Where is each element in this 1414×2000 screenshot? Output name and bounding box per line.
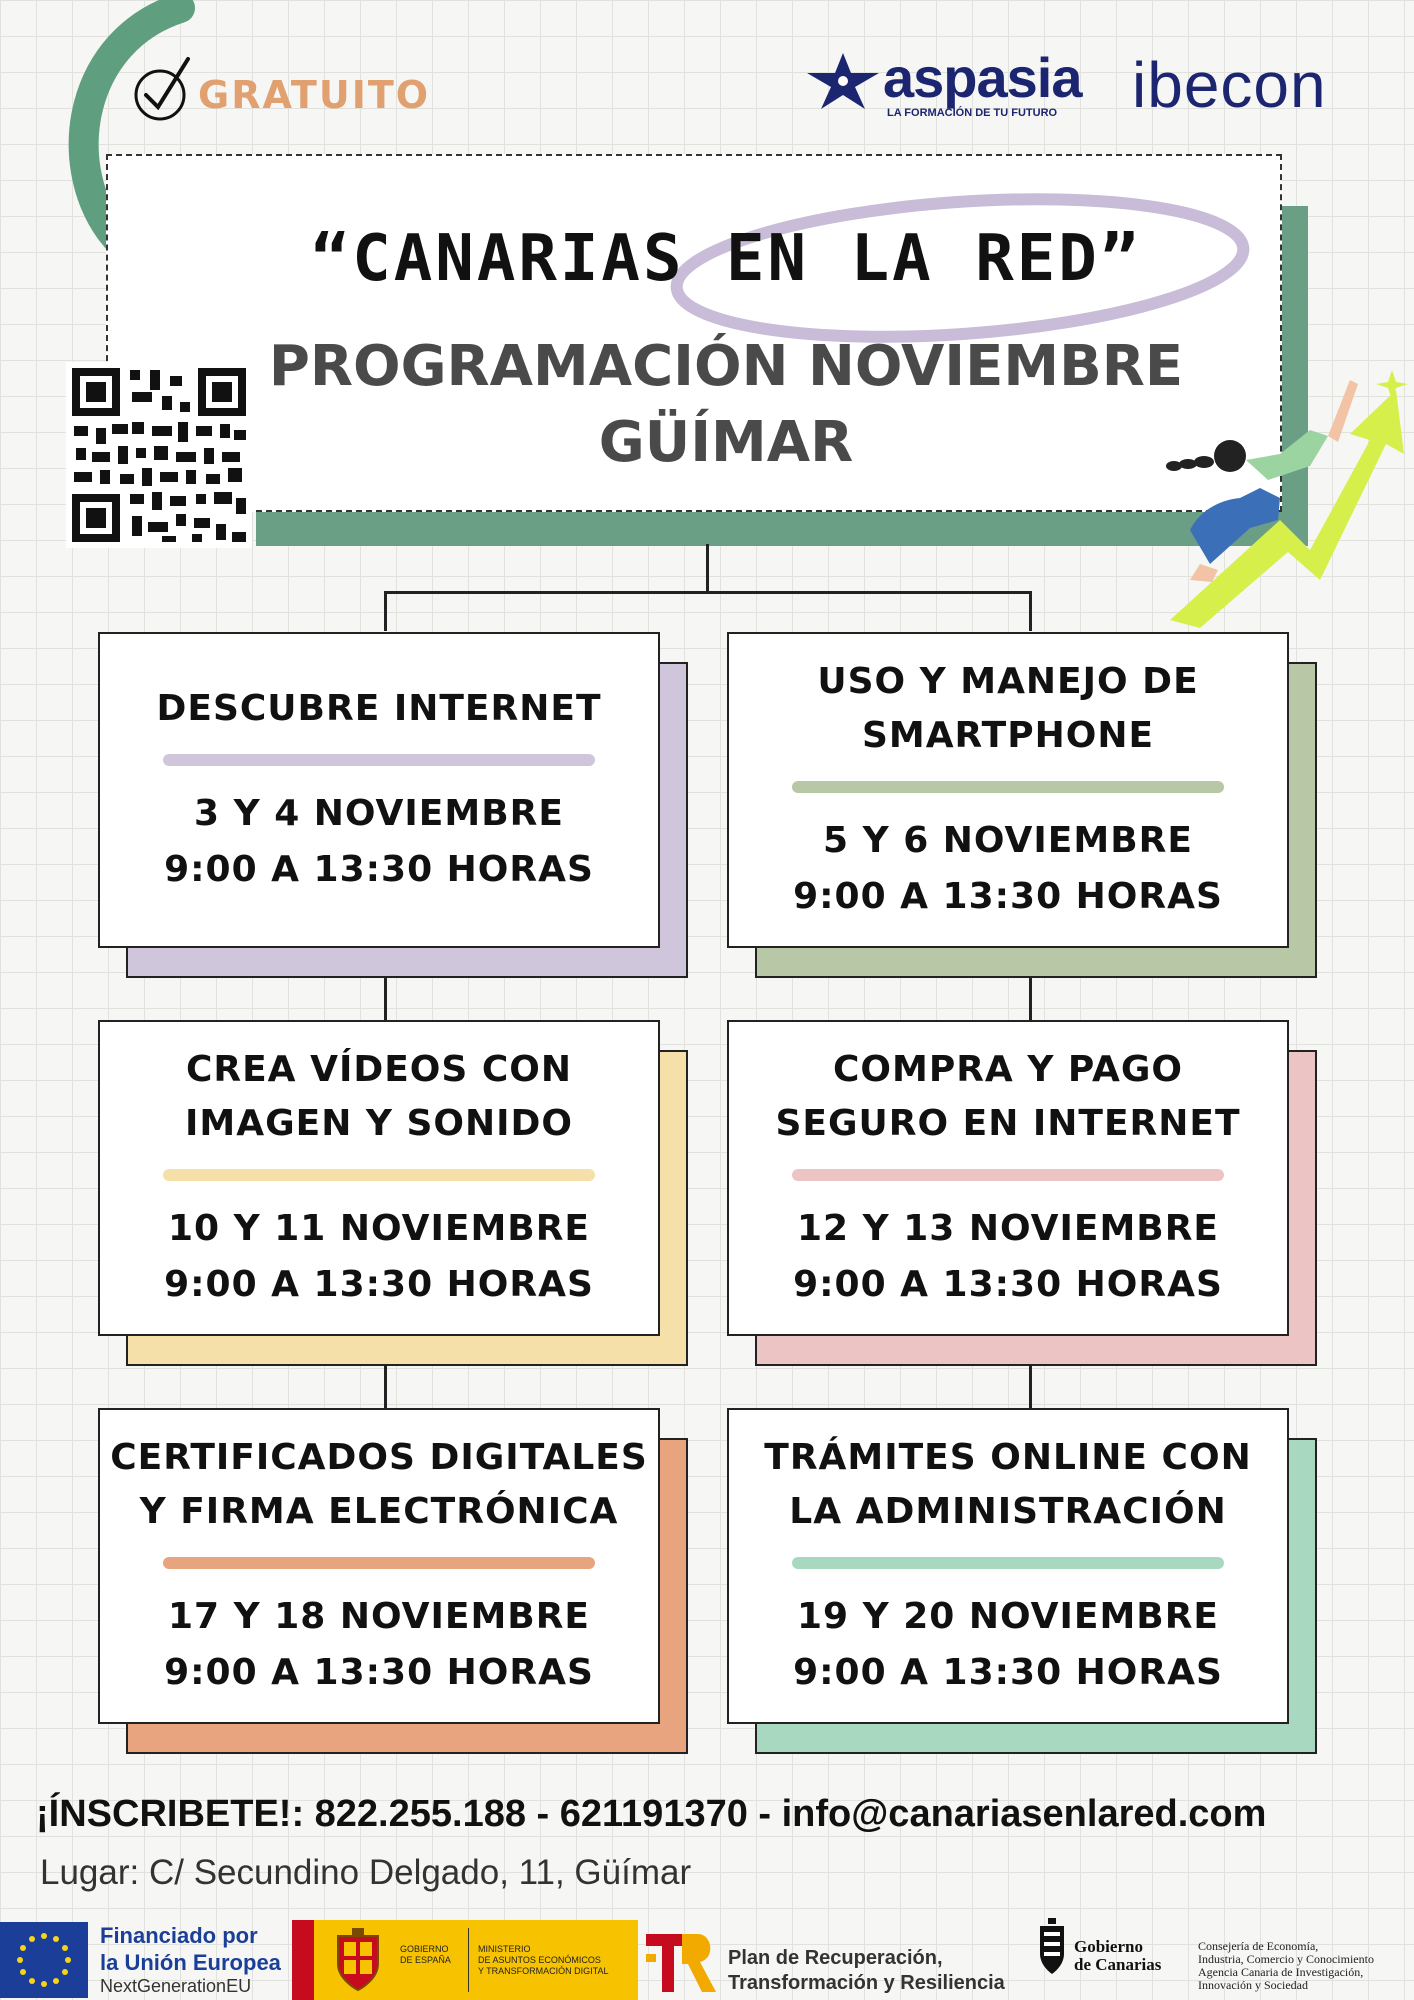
- course-underline: [792, 1557, 1224, 1569]
- course-date: 17 Y 18 NOVIEMBRE: [167, 1596, 591, 1637]
- course-title: TRÁMITES ONLINE CON LA ADMINISTRACIÓN: [764, 1437, 1252, 1532]
- course-underline: [792, 781, 1224, 793]
- course-time: 9:00 A 13:30 HORAS: [793, 876, 1223, 917]
- ibecon-logo: ibecon: [1132, 49, 1327, 121]
- recovery-plan-logo-icon: [646, 1928, 718, 1994]
- eu-funding-label: Financiado por la Unión Europea: [100, 1923, 281, 1975]
- course-underline: [163, 1557, 595, 1569]
- course-title: USO Y MANEJO DE SMARTPHONE: [817, 661, 1199, 756]
- check-icon: [130, 55, 196, 127]
- connector: [384, 591, 1032, 594]
- divider: [468, 1928, 469, 1992]
- course-date: 3 Y 4 NOVIEMBRE: [194, 793, 564, 834]
- eu-flag-icon: [0, 1922, 88, 1998]
- page-subtitle: PROGRAMACIÓN NOVIEMBRE: [268, 334, 1184, 399]
- course-time: 9:00 A 13:30 HORAS: [164, 1652, 594, 1693]
- location-line: Lugar: C/ Secundino Delgado, 11, Güímar: [40, 1853, 692, 1892]
- page-title: “CANARIAS EN LA RED”: [310, 222, 1142, 296]
- connector: [384, 591, 387, 631]
- course-time: 9:00 A 13:30 HORAS: [793, 1264, 1223, 1305]
- star-icon: [805, 51, 881, 111]
- next-generation-label: NextGenerationEU: [100, 1976, 252, 1996]
- course-date: 5 Y 6 NOVIEMBRE: [823, 820, 1193, 861]
- course-card[interactable]: [727, 1020, 1289, 1336]
- course-card[interactable]: [98, 1020, 660, 1336]
- spain-shield-icon: [330, 1928, 386, 1992]
- course-card[interactable]: [98, 1408, 660, 1724]
- course-card[interactable]: [727, 632, 1289, 948]
- aspasia-logo: [805, 45, 1085, 125]
- consejeria-label: Consejería de Economía, Industria, Comercio y Conocimiento Agencia Canaria de Investigación, Innovación y Sociedad: [1198, 1939, 1374, 1992]
- course-title: CERTIFICADOS DIGITALES Y FIRMA ELECTRÓNICA: [110, 1437, 648, 1532]
- aspasia-tagline: LA FORMACIÓN DE TU FUTURO: [887, 107, 1058, 119]
- course-time: 9:00 A 13:30 HORAS: [164, 1264, 594, 1305]
- course-date: 12 Y 13 NOVIEMBRE: [796, 1208, 1220, 1249]
- course-underline: [163, 1169, 595, 1181]
- free-label: GRATUITO: [198, 73, 431, 117]
- free-badge: [130, 55, 470, 135]
- spain-flag-stripe: [292, 1920, 314, 2000]
- rising-arrow-illustration: [1160, 370, 1410, 630]
- aspasia-name: aspasia: [883, 46, 1082, 109]
- course-time: 9:00 A 13:30 HORAS: [793, 1652, 1223, 1693]
- connector: [1029, 591, 1032, 631]
- recovery-plan-label: Plan de Recuperación, Transformación y Resiliencia: [728, 1947, 1005, 1994]
- course-date: 19 Y 20 NOVIEMBRE: [796, 1596, 1220, 1637]
- gobierno-canarias-label: Gobierno de Canarias: [1074, 1937, 1162, 1974]
- gobierno-espana-label: GOBIERNO DE ESPAÑA: [400, 1944, 451, 1965]
- course-time: 9:00 A 13:30 HORAS: [164, 849, 594, 890]
- ministerio-label: MINISTERIO DE ASUNTOS ECONÓMICOS Y TRANSFORMACIÓN DIGITAL: [478, 1944, 609, 1976]
- course-title: COMPRA Y PAGO SEGURO EN INTERNET: [775, 1049, 1241, 1144]
- connector: [706, 544, 709, 592]
- course-card[interactable]: [98, 632, 660, 948]
- page-location: GÜÍMAR: [598, 410, 854, 475]
- course-underline: [792, 1169, 1224, 1181]
- course-underline: [163, 754, 595, 766]
- qr-code[interactable]: [66, 362, 252, 548]
- course-date: 10 Y 11 NOVIEMBRE: [167, 1208, 591, 1249]
- course-title: CREA VÍDEOS CON IMAGEN Y SONIDO: [184, 1049, 574, 1144]
- canarias-shield-icon: [1034, 1918, 1070, 1976]
- course-title: DESCUBRE INTERNET: [156, 688, 602, 729]
- course-card[interactable]: [727, 1408, 1289, 1724]
- contact-line[interactable]: ¡ÍNSCRIBETE!: 822.255.188 - 621191370 - info@canariasenlared.com: [36, 1793, 1267, 1835]
